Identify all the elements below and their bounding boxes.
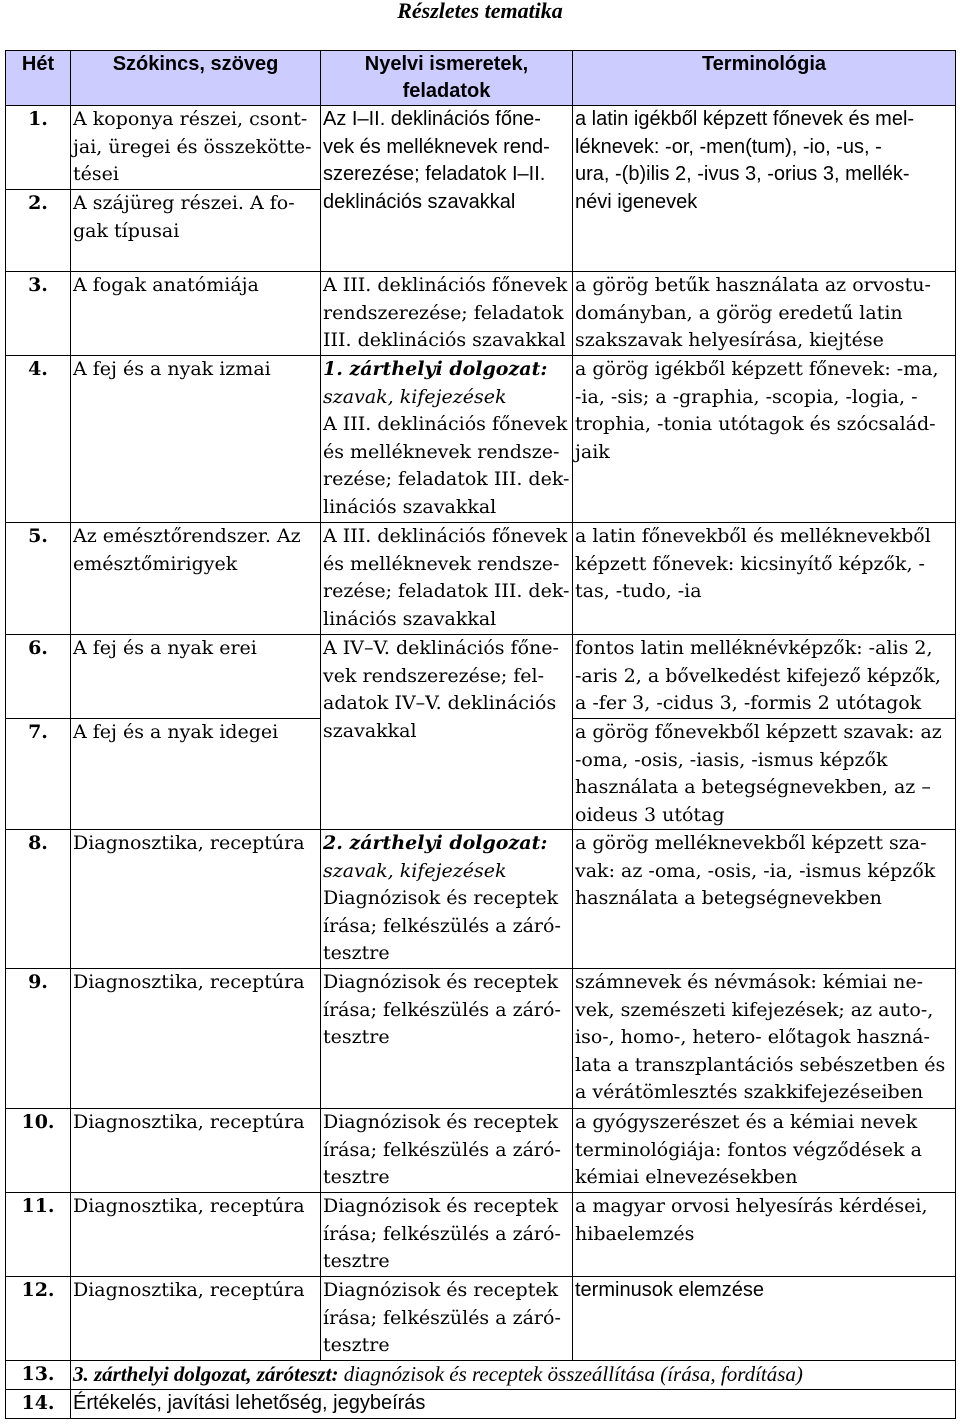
vocab-cell: A fogak anatómiája (71, 272, 321, 356)
vocab-cell: A fej és a nyak izmai (71, 356, 321, 523)
vocab-cell: Az emésztőrendszer. Az emésztőmirigyek (71, 523, 321, 635)
table-row (6, 1277, 956, 1361)
lang-cell: Diagnózisok és receptek írása; felkészülés a záró- tesztre (321, 1277, 573, 1361)
week-number: 6. (6, 635, 71, 719)
week-number: 7. (6, 719, 71, 830)
table-row (6, 1361, 956, 1390)
vocab-cell: Diagnosztika, receptúra (71, 1277, 321, 1361)
test-title: 1. zárthelyi dolgozat: (323, 358, 548, 380)
test-title: 2. zárthelyi dolgozat: (323, 832, 548, 854)
header-vocab: Szókincs, szöveg (71, 51, 321, 106)
term-cell: számnevek és névmások: kémiai ne- vek, szemészeti kifejezések; az auto-, iso-, homo-, hetero- előtagok haszná- lata a transzplantációs sebészetben és a vérátömlesztés szakkifejezéseiben (573, 969, 956, 1109)
lang-text: A III. deklinációs főnevek és melléknevek rendsze- rezése; feladatok III. dek- linációs szavakkal (323, 413, 570, 518)
week-number: 8. (6, 830, 71, 969)
week-number: 14. (6, 1390, 71, 1419)
table-header-row (6, 51, 956, 106)
final-exam-cell (71, 1361, 956, 1390)
term-cell: a görög igékből képzett főnevek: -ma, -ia, -sis; a -graphia, -scopia, -logia, - trophia, -tonia utótagok és szócsalád- jaik (573, 356, 956, 523)
vocab-cell: Diagnosztika, receptúra (71, 969, 321, 1109)
week-number: 12. (6, 1277, 71, 1361)
table-row (6, 272, 956, 356)
week-number: 2. (6, 190, 71, 272)
header-lang: Nyelvi ismeretek, feladatok (321, 51, 573, 106)
term-cell: a magyar orvosi helyesírás kérdései, hibaelemzés (573, 1193, 956, 1277)
table-row (6, 1193, 956, 1277)
week-number: 3. (6, 272, 71, 356)
week-number: 5. (6, 523, 71, 635)
term-cell: fontos latin melléknévképzők: -alis 2, -aris 2, a bővelkedést kifejező képzők, a -fer 3, -cidus 3, -formis 2 utótagok (573, 635, 956, 719)
vocab-cell: A fej és a nyak idegei (71, 719, 321, 830)
lang-text: Diagnózisok és receptek írása; felkészülés a záró- tesztre (323, 887, 561, 964)
term-cell: a latin főnevekből és melléknevekből képzett főnevek: kicsinyítő képzők, - tas, -tudo, -ia (573, 523, 956, 635)
lang-cell: Az I–II. deklinációs főne- vek és melléknevek rend- szerezése; feladatok I–II. deklinációs szavakkal (321, 106, 573, 272)
lang-cell: A III. deklinációs főnevek rendszerezése; feladatok III. deklinációs szavakkal (321, 272, 573, 356)
week-number: 10. (6, 1109, 71, 1193)
vocab-cell: A koponya részei, csont- jai, üregei és összekötte- tései (71, 106, 321, 190)
term-cell: a görög melléknevekből képzett sza- vak: az -oma, -osis, -ia, -ismus képzők használata a betegségnevekben (573, 830, 956, 969)
week-number: 13. (6, 1361, 71, 1390)
vocab-cell: A fej és a nyak erei (71, 635, 321, 719)
lang-cell: Diagnózisok és receptek írása; felkészülés a záró- tesztre (321, 969, 573, 1109)
table-row (6, 635, 956, 719)
week-number: 1. (6, 106, 71, 190)
term-cell: a görög főnevekből képzett szavak: az -oma, -osis, -iasis, -ismus képzők használata a betegségnevekben, az – oideus 3 utótag (573, 719, 956, 830)
lang-cell: A IV–V. deklinációs főne- vek rendszerezése; fel- adatok IV–V. deklinációs szavakkal (321, 635, 573, 830)
term-cell: a gyógyszerészet és a kémiai nevek terminológiája: fontos végződések a kémiai elnevezésekben (573, 1109, 956, 1193)
lang-cell (321, 356, 573, 523)
page-title: Részletes tematika (397, 0, 563, 23)
table-row (6, 356, 956, 523)
table-row (6, 969, 956, 1109)
table-row (6, 106, 956, 190)
lang-cell (321, 830, 573, 969)
vocab-cell: Diagnosztika, receptúra (71, 830, 321, 969)
final-exam-title: 3. zárthelyi dolgozat, záróteszt: (73, 1362, 339, 1386)
term-cell: terminusok elemzése (573, 1277, 956, 1361)
vocab-cell: Diagnosztika, receptúra (71, 1109, 321, 1193)
term-cell: a latin igékből képzett főnevek és mel- léknevek: -or, -men(tum), -io, -us, - ura, -(b)ilis 2, -ivus 3, -orius 3, mellék- névi igenevek (573, 106, 956, 272)
final-exam-text: diagnózisok és receptek összeállítása (írása, fordítása) (338, 1362, 803, 1386)
vocab-cell: A szájüreg részei. A fo- gak típusai (71, 190, 321, 272)
lang-cell: A III. deklinációs főnevek és melléknevek rendsze- rezése; feladatok III. dek- linációs szavakkal (321, 523, 573, 635)
lang-cell: Diagnózisok és receptek írása; felkészülés a záró- tesztre (321, 1193, 573, 1277)
table-row (6, 1109, 956, 1193)
test-subtitle: szavak, kifejezések (323, 385, 507, 408)
week-number: 11. (6, 1193, 71, 1277)
table-row (6, 523, 956, 635)
term-cell: a görög betűk használata az orvostu- dományban, a görög eredetű latin szakszavak helyesírása, kiejtése (573, 272, 956, 356)
vocab-cell: Diagnosztika, receptúra (71, 1193, 321, 1277)
header-week: Hét (6, 51, 71, 106)
test-subtitle: szavak, kifejezések (323, 859, 507, 882)
week-number: 9. (6, 969, 71, 1109)
table-row (6, 1390, 956, 1419)
table-row (6, 830, 956, 969)
week-number: 4. (6, 356, 71, 523)
header-term: Terminológia (573, 51, 956, 106)
evaluation-cell: Értékelés, javítási lehetőség, jegybeírás (71, 1390, 956, 1419)
lang-cell: Diagnózisok és receptek írása; felkészülés a záró- tesztre (321, 1109, 573, 1193)
schedule-table (5, 50, 956, 1419)
